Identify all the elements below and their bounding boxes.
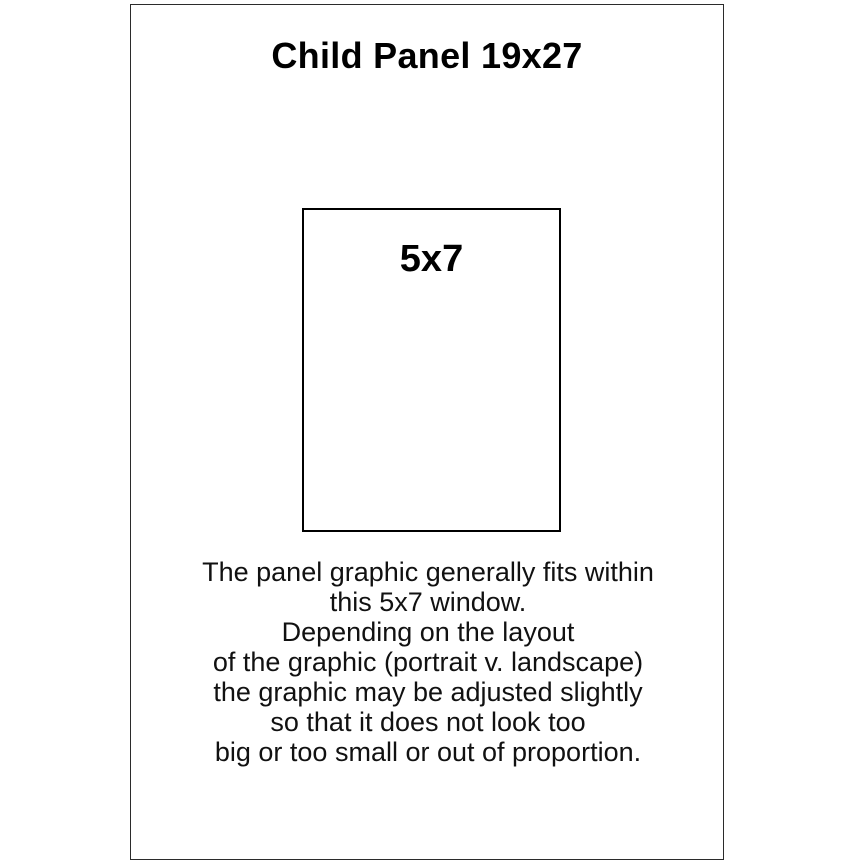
caption-line: Depending on the layout [281, 617, 575, 647]
caption-line: The panel graphic generally fits within [202, 557, 654, 587]
caption-line: so that it does not look too [270, 707, 586, 737]
child-panel-sheet [130, 4, 724, 860]
caption-line: of the graphic (portrait v. landscape) [212, 647, 644, 677]
window-size-label: 5x7 [399, 238, 464, 280]
page-title: Child Panel 19x27 [271, 35, 583, 76]
caption-line: the graphic may be adjusted slightly [213, 677, 643, 707]
caption-line: this 5x7 window. [329, 587, 527, 617]
caption-block [145, 557, 711, 767]
graphic-window-5x7 [302, 208, 561, 532]
caption-line: big or too small or out of proportion. [214, 737, 642, 767]
